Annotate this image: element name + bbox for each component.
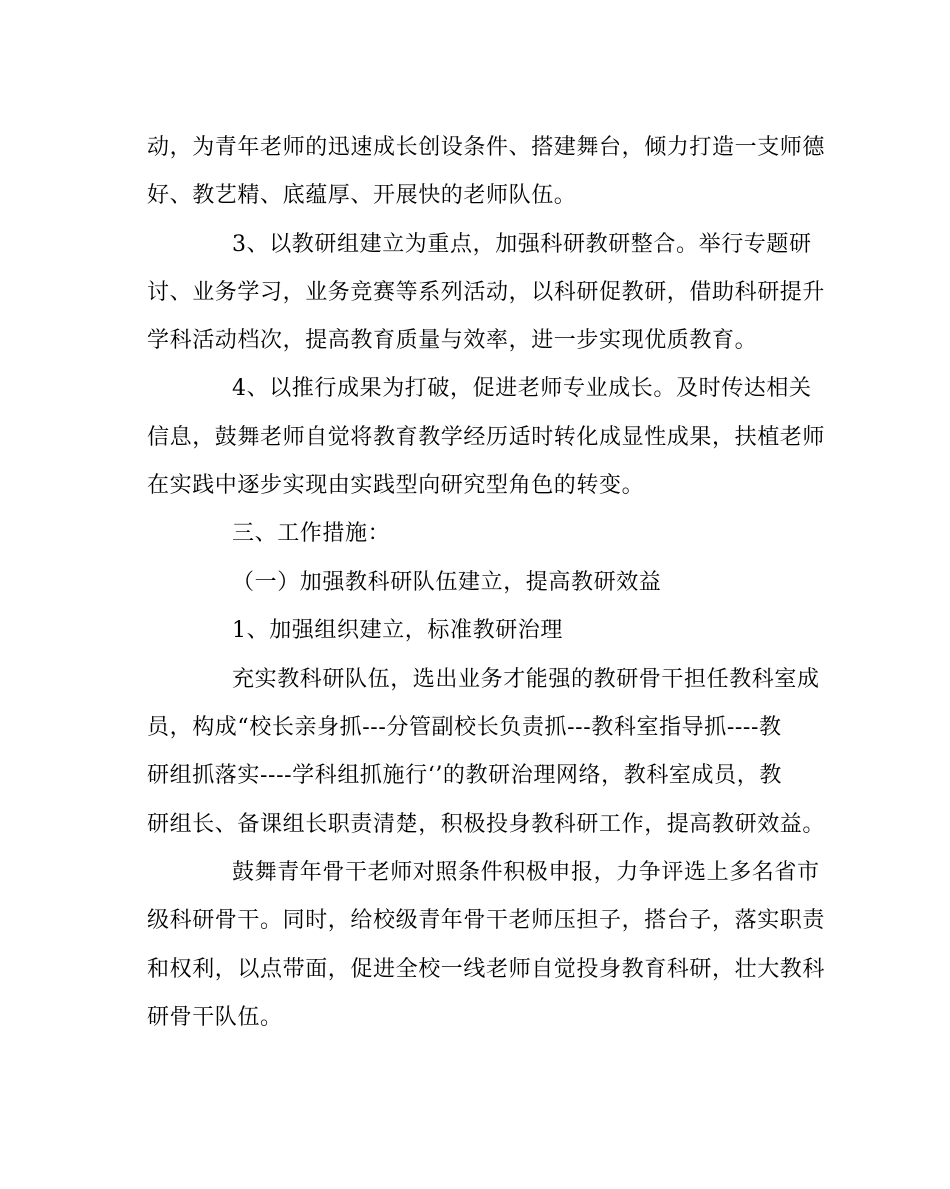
subsection-heading: （一）加强教科研队伍建立，提高教研效益: [232, 570, 662, 595]
text-line: 充实教科研队伍，选出业务才能强的教研骨干担任教科室成: [232, 667, 820, 692]
text-line: 研组长、备课组长职责清楚，积极投身教科研工作，提高教研效益。: [147, 812, 826, 837]
text-line: 3、以教研组建立为重点，加强科研教研整合。举行专题研: [232, 232, 812, 257]
section-heading: 三、工作措施：: [232, 521, 391, 546]
text-line: 讨、业务学习，业务竞赛等系列活动，以科研促教研，借助科研提升: [147, 280, 826, 305]
text-line: 动，为青年老师的迅速成长创设条件、搭建舞台，倾力打造一支师德: [147, 135, 826, 160]
text-line: 在实践中逐步实现由实践型向研究型角色的转变。: [147, 473, 645, 498]
text-line: 4、以推行成果为打破，促进老师专业成长。及时传达相关: [232, 376, 812, 401]
text-line: 级科研骨干。同时，给校级青年骨干老师压担子，搭台子，落实职责: [147, 908, 826, 933]
text-line: 员，构成“校长亲身抓---分管副校长负责抓---教科室指导抓----教: [147, 715, 782, 740]
text-line: 和权利，以点带面，促进全校一线老师自觉投身教育科研，壮大教科: [147, 957, 826, 982]
item-heading: 1、加强组织建立，标准教研治理: [232, 618, 563, 643]
text-line: 信息，鼓舞老师自觉将教育教学经历适时转化成显性成果，扶植老师: [147, 425, 826, 450]
text-line: 鼓舞青年骨干老师对照条件积极申报，力争评选上多名省市: [232, 860, 820, 885]
text-line: 学科活动档次，提高教育质量与效率，进一步实现优质教育。: [147, 328, 758, 353]
text-line: 研骨干队伍。: [147, 1005, 283, 1030]
text-line: 研组抓落实----学科组抓施行‘’的教研治理网络，教科室成员，教: [147, 763, 782, 788]
text-line: 好、教艺精、底蕴厚、开展快的老师队伍。: [147, 183, 577, 208]
